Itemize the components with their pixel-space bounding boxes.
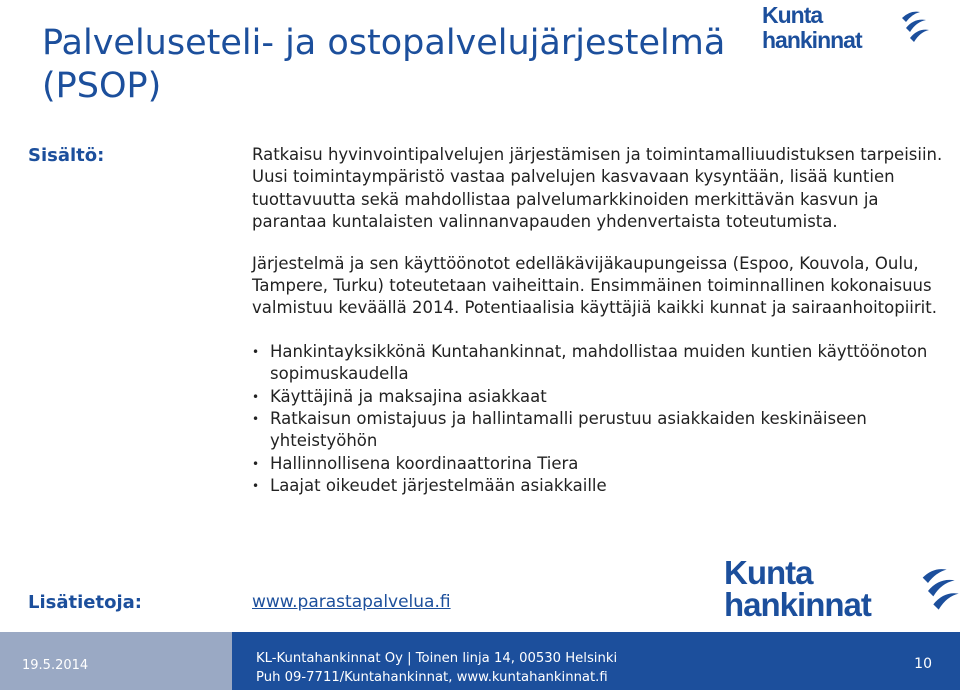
footer-contact	[256, 649, 617, 687]
bullet-item: • Laajat oikeudet järjestelmään asiakkaille	[252, 475, 952, 497]
bullet-icon: •	[252, 479, 260, 494]
intro-paragraph: Ratkaisu hyvinvointipalvelujen järjestämisen ja toimintamalliuudistuksen tarpeisiin. Uusi toimintaympäristö vastaa palvelujen kasvavaan kysyntään, lisää kuntien tuottavuutta sekä mahdollistaa palvelumarkkinoiden merkittävän kasvun ja parantaa kuntalaisten valinnanvapauden yhdenvertaista toteutumista.	[252, 145, 943, 232]
bullet-item: • Käyttäjinä ja maksajina asiakkaat	[252, 386, 952, 408]
footer-bar	[0, 632, 960, 690]
bullet-item: • Ratkaisun omistajuus ja hallintamalli perustuu asiakkaiden keskinäiseen yhteistyöhön	[252, 409, 867, 451]
kuntahankinnat-logo-top	[762, 4, 932, 54]
page-number: 10	[914, 656, 932, 672]
footer-phone: Puh 09-7711/Kuntahankinnat, www.kuntahankinnat.fi	[256, 670, 608, 685]
logo-word-kunta: Kunta	[762, 2, 823, 28]
more-info-label: Lisätietoja:	[28, 592, 142, 613]
logo-waves-icon	[900, 10, 930, 46]
bullet-item: • Hankintayksikkönä Kuntahankinnat, mahdollistaa muiden kuntien käyttöönoton sopimuskaudella	[252, 341, 928, 384]
logo-word-hankinnat: hankinnat	[762, 27, 862, 53]
contents-label: Sisältö:	[28, 145, 105, 166]
footer-address: KL-Kuntahankinnat Oy | Toinen linja 14, 00530 Helsinki	[256, 651, 618, 666]
bullet-icon: •	[252, 389, 260, 404]
slide-title: Palveluseteli- ja ostopalvelujärjestelmä (PSOP)	[42, 23, 726, 106]
bullet-icon: •	[252, 344, 260, 359]
website-link[interactable]: www.parastapalvelua.fi	[252, 592, 451, 612]
footer-date: 19.5.2014	[22, 658, 89, 673]
slide-content	[252, 144, 952, 498]
logo-word-kunta: Kunta	[724, 554, 813, 591]
logo-word-hankinnat: hankinnat	[724, 586, 871, 623]
kuntahankinnat-logo-large	[724, 556, 960, 626]
logo-waves-icon	[920, 566, 960, 616]
bullet-icon: •	[252, 412, 260, 427]
rollout-paragraph: Järjestelmä ja sen käyttöönotot edelläkävijäkaupungeissa (Espoo, Kouvola, Oulu, Tampere, Turku) toteutetaan vaiheittain. Ensimmäinen toiminnallinen kokonaisuus valmistuu keväällä 2014. Potentiaalisia käyttäjiä kaikki kunnat ja sairaanhoitopiirit.	[252, 253, 937, 318]
bullet-item: • Hallinnollisena koordinaattorina Tiera	[252, 453, 952, 475]
bullet-list	[252, 341, 952, 498]
bullet-icon: •	[252, 456, 260, 471]
